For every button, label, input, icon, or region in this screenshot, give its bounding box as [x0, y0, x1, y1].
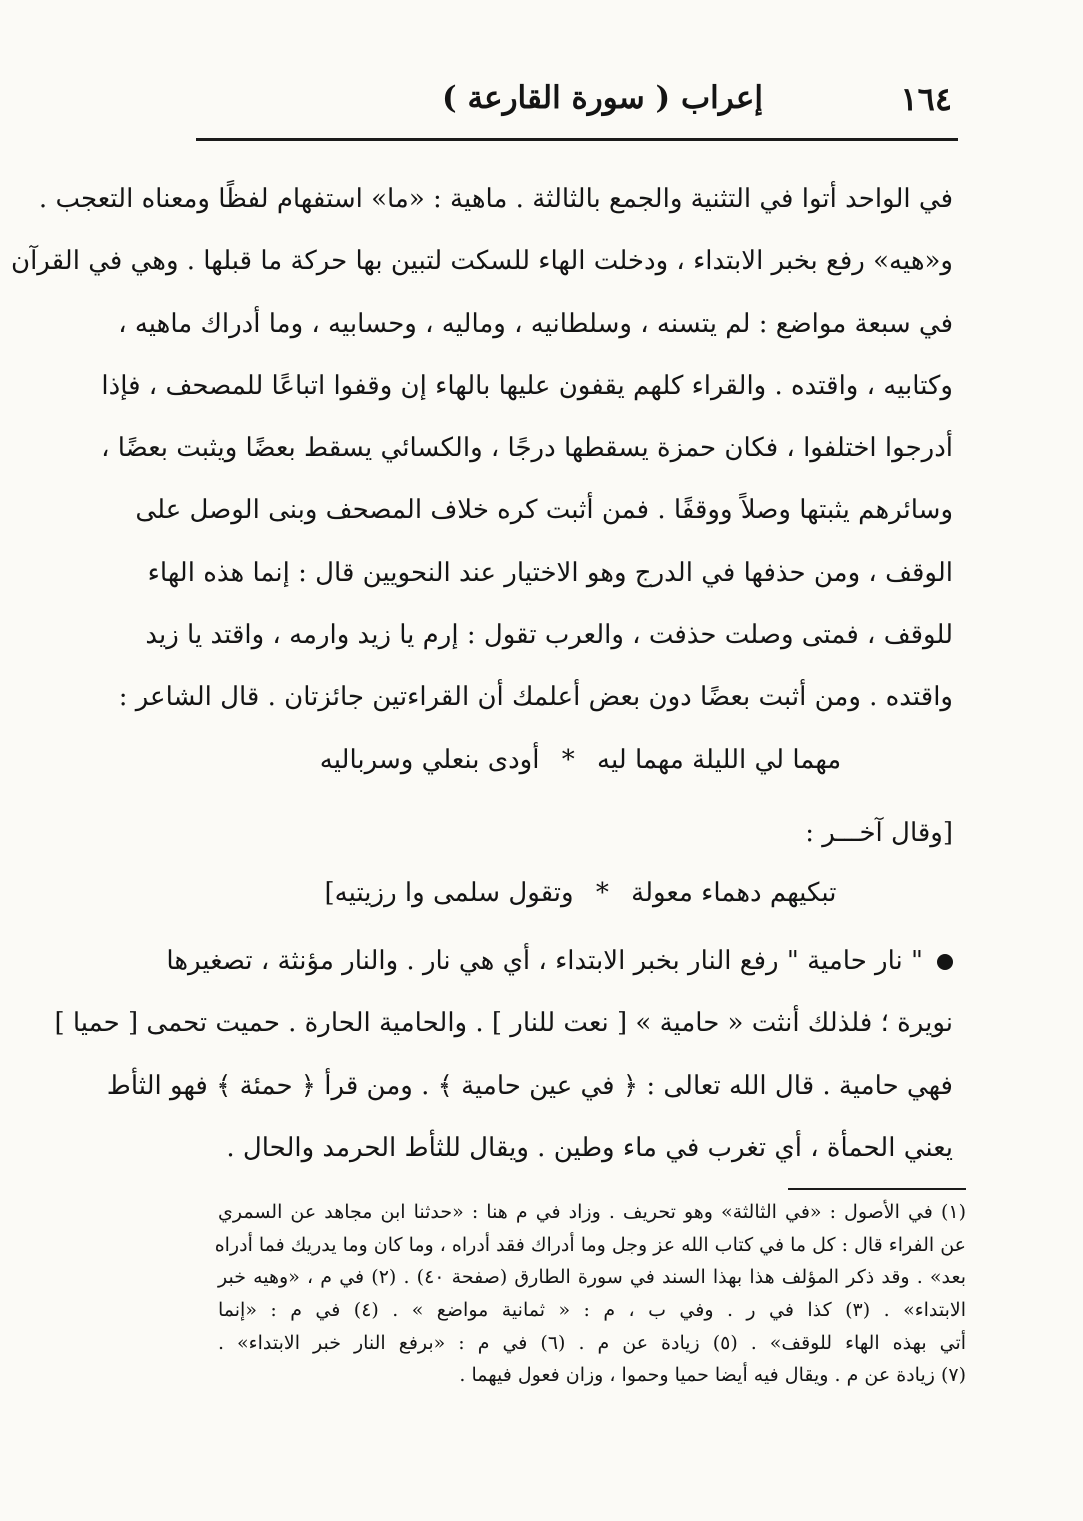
- text-line: [166, 930, 953, 992]
- main-text: [10, 168, 953, 791]
- footnote-rule: [788, 1188, 966, 1190]
- footnote-line: أتي بهذه الهاء للوقف» . (٥) زيادة عن م . (٦) في م : «برفع النار خبر الابتداء» .: [218, 1331, 967, 1354]
- text-line: في الواحد أتوا في التثنية والجمع بالثالثة . ماهية : «ما» استفهام لفظًا ومعناه التعجب .: [38, 184, 953, 214]
- header-rule: [196, 138, 958, 141]
- other-poet-label: [وقال آخـــر :: [805, 818, 953, 848]
- text-line: نويرة ؛ فلذلك أنثت « حامية » [ نعت للنار ] . والحامية الحارة . حميت تحمى [ حميا ]: [54, 1008, 953, 1039]
- footnote-line: عن الفراء قال : كل ما في كتاب الله عز وجل وما أدراك فقد أدراه ، وما كان وما يدريك فما أدراه: [214, 1233, 966, 1256]
- poetry-verse-2: [208, 862, 953, 924]
- footnote-line: (١) في الأصول : «في الثالثة» وهو تحريف . وزاد في م هنا : «حدثنا ابن مجاهد عن السمري: [218, 1201, 966, 1223]
- page-header: [196, 80, 952, 124]
- poet-attribution: [208, 806, 953, 860]
- poetry-verse-1: [208, 729, 953, 791]
- verse-separator: *: [595, 878, 609, 908]
- running-title: إعراب ( سورة القارعة ): [442, 80, 763, 116]
- footnote-line: الابتداء» . (٣) كذا في ر . وفي ب ، م : « ثمانية مواضع » . (٤) في م : «إنما: [218, 1299, 967, 1322]
- verse-separator: *: [561, 744, 575, 775]
- text-line: وكتابيه ، واقتده . والقراء كلهم يقفون عليها بالهاء إن وقفوا اتباعًا للمصحف ، فإذا: [101, 370, 953, 401]
- bullet-icon: [937, 954, 953, 970]
- verse-first-hemistich: تبكيهم دهماء معولة: [631, 878, 837, 908]
- text-line: الوقف ، ومن حذفها في الدرج وهو الاختيار عند النحويين قال : إنما هذه الهاء: [147, 557, 953, 588]
- text-line: وسائرهم يثبتها وصلاً ووقفًا . فمن أثبت كره خلاف المصحف وبنى الوصل على: [135, 495, 953, 526]
- text-line: يعني الحمأة ، أي تغرب في ماء وطين . ويقال للثأط الحرمد والحال .: [226, 1132, 953, 1163]
- text-line-content: " نار حامية " رفع النار بخبر الابتداء ، أي هي نار . والنار مؤنثة ، تصغيرها: [166, 946, 923, 976]
- text-line: و«هيه» رفع بخبر الابتداء ، ودخلت الهاء للسكت لتبين بها حركة ما قبلها . وهي في القرآن: [10, 246, 953, 277]
- footnotes: [214, 1196, 967, 1392]
- verse-second-hemistich: وتقول سلمى وا رزيتيه]: [324, 878, 574, 908]
- text-line: فهي حامية . قال الله تعالى : ﴿ في عين حامية ﴾ . ومن قرأ ﴿ حمئة ﴾ فهو الثأط: [106, 1070, 953, 1101]
- verse-first-hemistich: مهما لي الليلة مهما ليه: [597, 744, 842, 775]
- main-text-2: [54, 930, 953, 1179]
- page-number: ١٦٤: [900, 80, 952, 118]
- verse-second-hemistich: أودى بنعلي وسرباليه: [319, 744, 540, 775]
- text-line: في سبعة مواضع : لم يتسنه ، وسلطانيه ، وماليه ، وحسابيه ، وما أدراك ماهيه ،: [118, 308, 953, 339]
- footnote-line: بعد» . وقد ذكر المؤلف هذا بهذا السند في سورة الطارق (صفحة ٤٠) . (٢) في م ، «وهيه خبر: [218, 1266, 966, 1289]
- text-line: واقتده . ومن أثبت بعضًا دون بعض أعلمك أن القراءتين جائزتان . قال الشاعر :: [118, 682, 953, 713]
- footnote-line: (٧) زيادة عن م . ويقال فيه أيضا حميا وحموا ، وزان فعول فيهما .: [459, 1364, 966, 1387]
- text-line: للوقف ، فمتى وصلت حذفت ، والعرب تقول : إرم يا زيد وارمه ، واقتد يا زيد: [145, 620, 953, 651]
- text-line: أدرجوا اختلفوا ، فكان حمزة يسقطها درجًا ، والكسائي يسقط بعضًا ويثبت بعضًا ،: [101, 433, 953, 464]
